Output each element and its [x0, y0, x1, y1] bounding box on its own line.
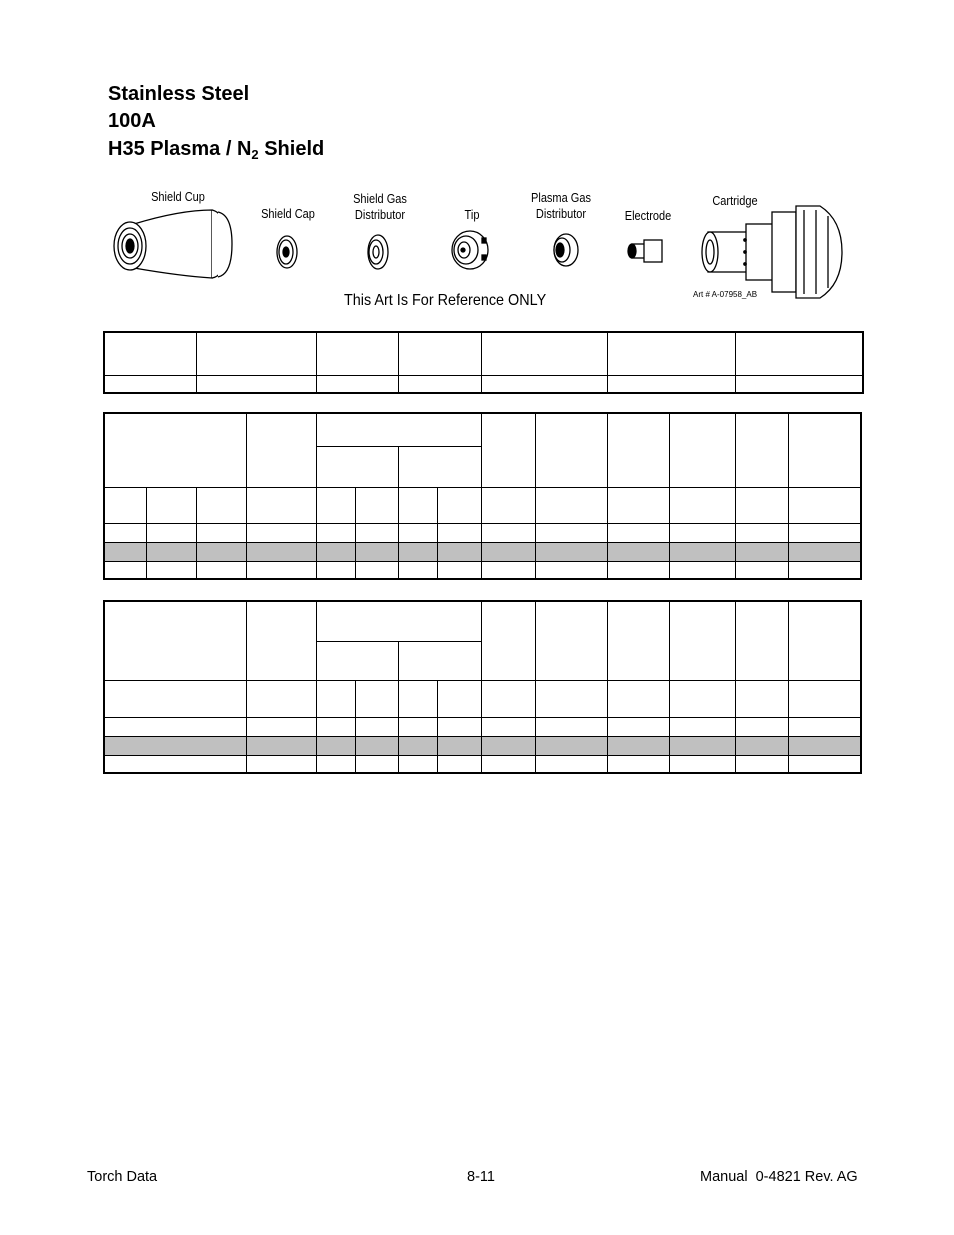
title-gases-subscript: 2 — [251, 147, 259, 162]
label-plasma-gas-distributor-line1: Plasma Gas — [531, 191, 591, 205]
footer-manual-revision: Manual 0-4821 Rev. AG — [700, 1169, 858, 1185]
cut-chart-table-2 — [103, 600, 862, 774]
label-plasma-gas-distributor-line2: Distributor — [535, 207, 587, 221]
shield-cap-drawing — [277, 236, 297, 268]
shield-cup-drawing — [114, 210, 232, 278]
table-row — [104, 755, 861, 773]
table-row — [104, 487, 861, 523]
title-material: Stainless Steel — [108, 83, 250, 105]
plasma-gas-distributor-drawing — [554, 234, 578, 266]
footer-page-number: 8-11 — [467, 1169, 495, 1185]
label-shield-cap: Shield Cap — [261, 207, 315, 221]
title-gases-suffix: Shield — [258, 138, 325, 160]
label-electrode: Electrode — [624, 209, 672, 223]
shield-gas-distributor-drawing — [368, 235, 388, 269]
table-row — [104, 375, 863, 393]
table-row — [104, 523, 861, 542]
cut-chart-table-1 — [103, 412, 862, 580]
reference-note: This Art Is For Reference ONLY — [344, 292, 547, 309]
title-amperage: 100A — [108, 110, 156, 132]
table-row — [104, 561, 861, 579]
table-row — [104, 680, 861, 717]
cartridge-drawing — [702, 206, 842, 298]
footer-section-name: Torch Data — [87, 1169, 158, 1185]
table-row — [104, 601, 861, 641]
label-cartridge: Cartridge — [712, 194, 758, 208]
tip-drawing — [452, 231, 488, 269]
part-number-table — [103, 331, 864, 394]
title-gases — [108, 137, 324, 167]
table-row — [104, 413, 861, 446]
table-row — [104, 332, 863, 375]
label-shield-gas-distributor-line2: Distributor — [354, 208, 406, 222]
table-row — [104, 542, 861, 561]
label-shield-gas-distributor-line1: Shield Gas — [353, 192, 407, 206]
table-row — [104, 717, 861, 736]
label-tip: Tip — [464, 208, 480, 222]
title-gases-prefix: H35 Plasma / N — [108, 138, 252, 160]
electrode-drawing — [628, 240, 662, 262]
art-number: Art # A-07958_AB — [693, 290, 758, 299]
label-shield-cup: Shield Cup — [151, 190, 205, 204]
consumables-illustration — [100, 180, 860, 300]
table-row — [104, 736, 861, 755]
